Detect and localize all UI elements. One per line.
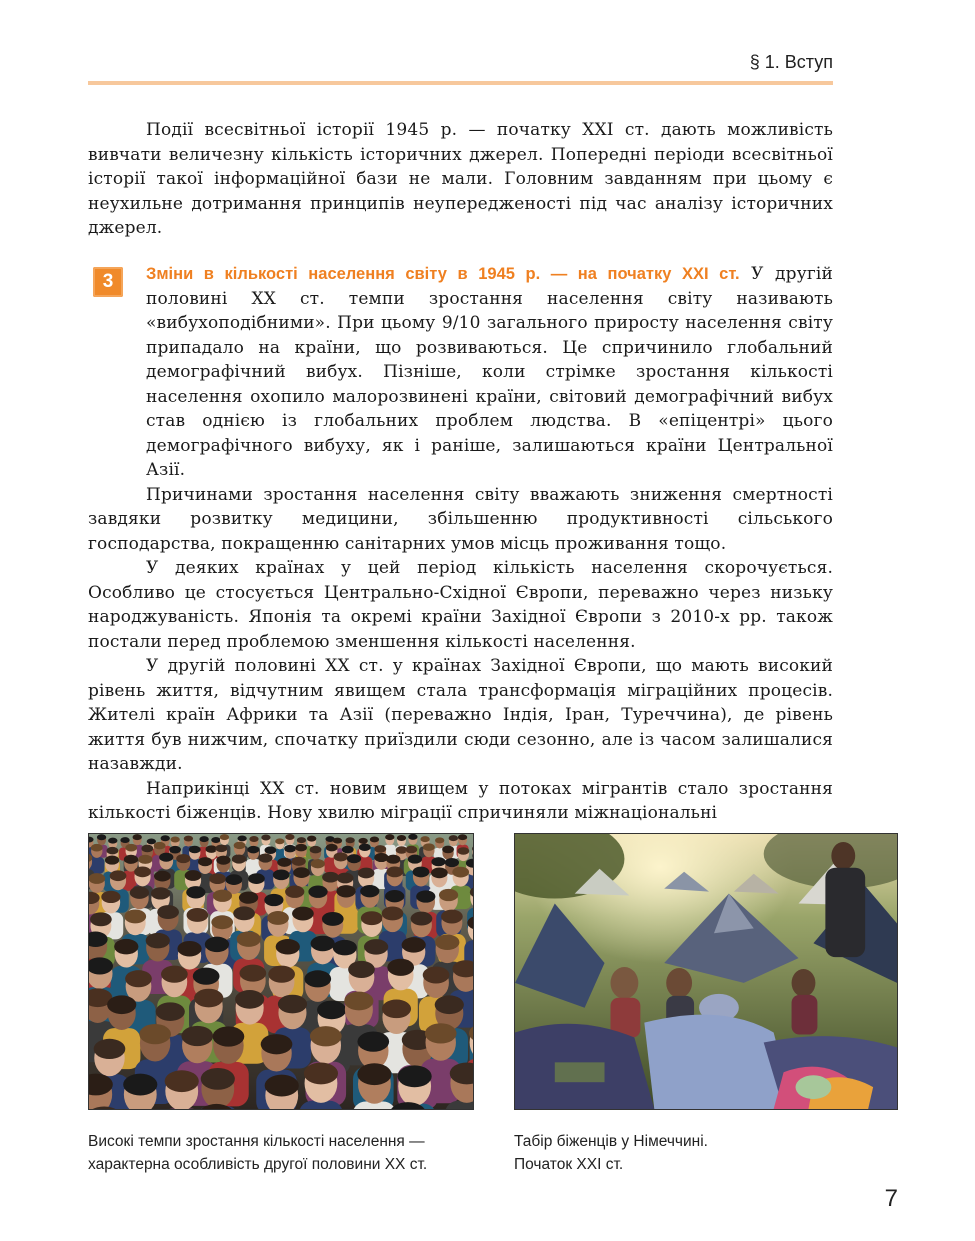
crowd-caption-line1: Високі темпи зростання кількості населення — bbox=[88, 1133, 425, 1150]
section-number-badge: 3 bbox=[93, 267, 123, 297]
header-divider bbox=[88, 81, 833, 85]
camp-caption-line2: Початок XXI ст. bbox=[514, 1156, 624, 1173]
crowd-caption-line2: характерна особливість другої половини XX ст. bbox=[88, 1156, 428, 1173]
page-number: 7 bbox=[884, 1185, 898, 1212]
section-body bbox=[88, 262, 833, 826]
section-lead-paragraph bbox=[88, 262, 833, 483]
camp-photo-caption bbox=[514, 1130, 854, 1176]
paragraph-causes: Причинами зростання населення світу вважають зниження смертності завдяки розвитку медицини, збільшенню продуктивності сільського господарства, покращенню санітарних умов місць проживання тощо. bbox=[88, 484, 833, 554]
intro-paragraph: Події всесвітньої історії 1945 р. — початку XXI ст. дають можливість вивчати величезну кількість історичних джерел. Попередні періоди всесвітньої історії такої інформаційної бази не мали. Головним завданням при цьому є неухильне дотримання принципів неупередженості під час аналізу історичних джерел. bbox=[88, 120, 833, 238]
paragraph-refugees: Наприкінці XX ст. новим явищем у потоках мігрантів стало зростання кількості біженців. Нову хвилю міграції спричиняли міжнаціональні bbox=[88, 778, 833, 823]
refugee-camp-photo bbox=[514, 833, 898, 1110]
crowd-photo bbox=[88, 833, 474, 1110]
paragraph-migration: У другій половині XX ст. у країнах Західної Європи, що мають високий рівень життя, відчутним явищем стала трансформація міграційних процесів. Жителі країн Африки та Азії (переважно Індія, Іран, Туреччина), де рівень життя був нижчим, спочатку приїздили сюди сезонно, але із часом залишалися назавжди. bbox=[88, 656, 833, 774]
crowd-photo-caption bbox=[88, 1130, 483, 1176]
refugee-camp-image bbox=[515, 834, 897, 1109]
section-lead-text: У другій половині XX ст. темпи зростання населення світу називають «вибухоподібними». При цьому 9/10 загального приросту населення світу припадало на країни, що розвиваються. Це спричинило глобальний демографічний вибух. Пізніше, коли стрімке зростання кількості населення охопило малорозвинені країни, світовий демографічний вибух став однією із глобальних проблем людства. В «епіцентрі» цього демографічного вибуху, як і раніше, залишаються країни Центральної Азії. bbox=[146, 264, 833, 480]
intro-text bbox=[88, 118, 833, 241]
section-heading: Зміни в кількості населення світу в 1945 р. — на початку XXI ст. bbox=[146, 265, 740, 283]
crowd-image bbox=[89, 834, 473, 1109]
paragraph-decline: У деяких країнах у цей період кількість населення скорочується. Особливо це стосується Центрально-Східної Європи, переважно через низьку народжуваність. Японія та окремі країни Західної Європи з 2010-х рр. також постали перед проблемою зменшення кількості населення. bbox=[88, 558, 833, 652]
camp-caption-line1: Табір біженців у Німеччині. bbox=[514, 1133, 708, 1150]
section-title: § 1. Вступ bbox=[749, 52, 833, 72]
